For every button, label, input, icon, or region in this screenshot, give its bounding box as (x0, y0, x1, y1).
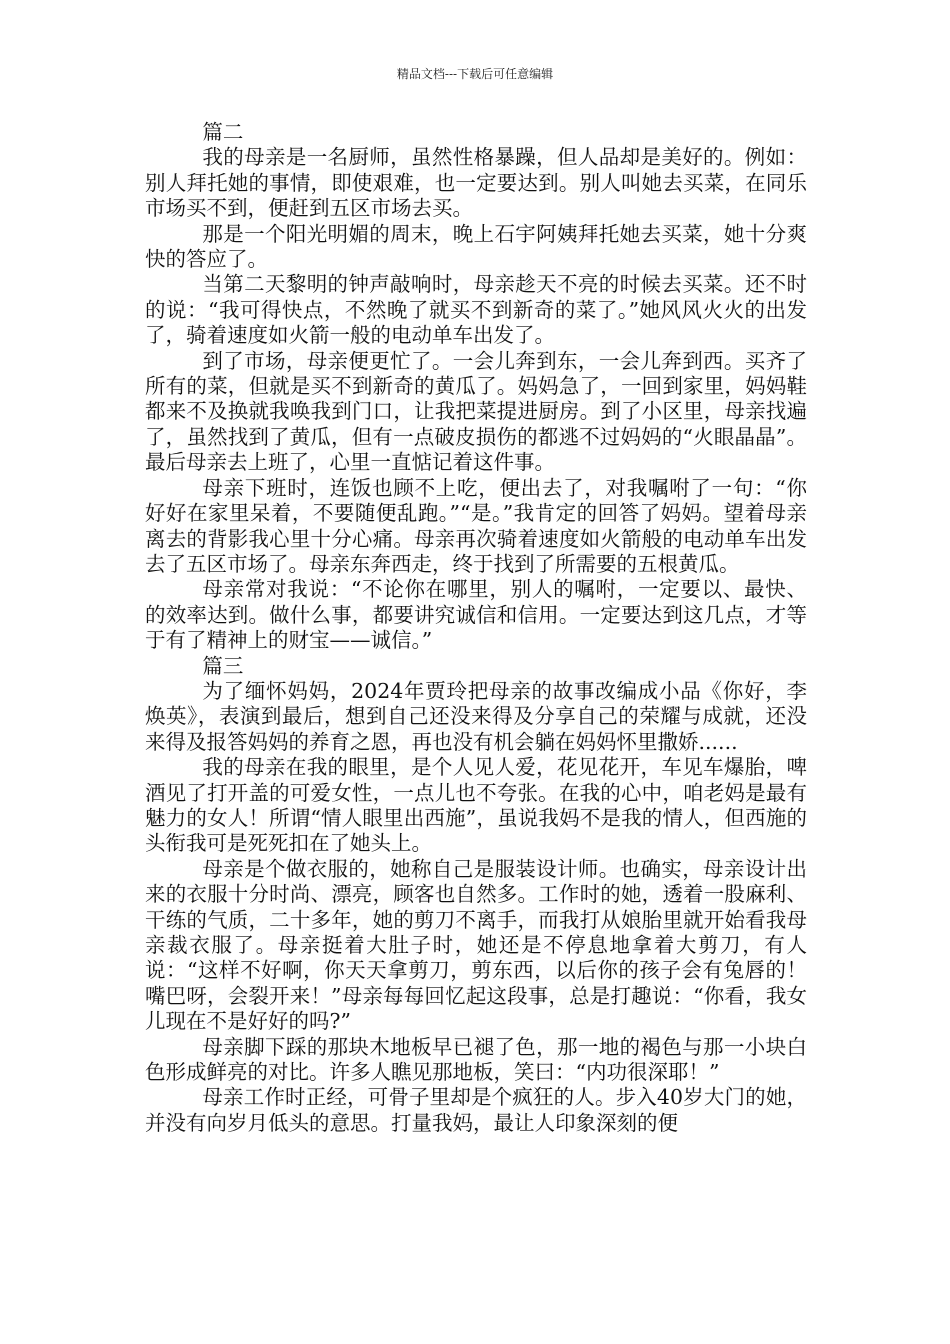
section-heading: 篇二 (202, 120, 244, 144)
paragraph: 我的母亲在我的眼里，是个人见人爱，花见花开，车见车爆胎，啤酒见了打开盖的可爱女性，一点儿也不夸张。在我的心中，咱老妈是最有魅力的女人！所谓“情人眼里出西施”，虽说我妈不是我的情人，但西施的头衔我可是死死扣在了她头上。 (145, 755, 807, 856)
paragraph: 母亲下班时，连饭也顾不上吃，便出去了，对我嘱咐了一句：“你好好在家里呆着，不要随便乱跑。”“是。”我肯定的回答了妈妈。望着母亲离去的背影我心里十分心痛。母亲再次骑着速度如火箭般的电动单车出发去了五区市场了。母亲东奔西走，终于找到了所需要的五根黄瓜。 (145, 475, 807, 576)
paragraph: 母亲工作时正经，可骨子里却是个疯狂的人。步入40岁大门的她，并没有向岁月低头的意思。打量我妈，最让人印象深刻的便 (145, 1085, 807, 1135)
document-body (145, 120, 807, 1136)
paragraph: 母亲脚下踩的那块木地板早已褪了色，那一地的褐色与那一小块白色形成鲜亮的对比。许多人瞧见那地板，笑曰：“内功很深耶！” (145, 1034, 807, 1085)
paragraph: 我的母亲是一名厨师，虽然性格暴躁，但人品却是美好的。例如：别人拜托她的事情，即使艰难，也一定要达到。别人叫她去买菜，在同乐市场买不到，便赶到五区市场去买。 (145, 145, 807, 221)
paragraph: 为了缅怀妈妈，2024年贾玲把母亲的故事改编成小品《你好，李焕英》，表演到最后，想到自己还没来得及分享自己的荣耀与成就，还没来得及报答妈妈的养育之恩，再也没有机会躺在妈妈怀里撒娇...... (145, 678, 807, 754)
paragraph: 母亲常对我说：“不论你在哪里，别人的嘱咐，一定要以、最快、的效率达到。做什么事，都要讲究诚信和信用。一定要达到这几点，才等于有了精神上的财宝——诚信。” (145, 577, 807, 653)
paragraph: 那是一个阳光明媚的周末，晚上石宇阿姨拜托她去买菜，她十分爽快的答应了。 (145, 221, 807, 272)
page-header: 精品文档---下载后可任意编辑 (396, 67, 554, 81)
paragraph: 母亲是个做衣服的，她称自己是服装设计师。也确实，母亲设计出来的衣服十分时尚、漂亮，顾客也自然多。工作时的她，透着一股麻利、干练的气质，二十多年，她的剪刀不离手，而我打从娘胎里就开始看我母亲裁衣服了。母亲挺着大肚子时，她还是不停息地拿着大剪刀，有人说：“这样不好啊，你天天拿剪刀，剪东西，以后你的孩子会有兔唇的！嘴巴呀，会裂开来！”母亲每每回忆起这段事，总是打趣说：“你看，我女儿现在不是好好的吗?” (145, 856, 807, 1034)
paragraph: 到了市场，母亲便更忙了。一会儿奔到东，一会儿奔到西。买齐了所有的菜，但就是买不到新奇的黄瓜了。妈妈急了，一回到家里，妈妈鞋都来不及换就我唤我到门口，让我把菜提进厨房。到了小区里，母亲找遍了，虽然找到了黄瓜，但有一点破皮损伤的都逃不过妈妈的“火眼晶晶”。最后母亲去上班了，心里一直惦记着这件事。 (145, 348, 807, 475)
paragraph: 当第二天黎明的钟声敲响时，母亲趁天不亮的时候去买菜。还不时的说：“我可得快点，不然晚了就买不到新奇的菜了。”她风风火火的出发了，骑着速度如火箭一般的电动单车出发了。 (145, 272, 807, 348)
section-heading: 篇三 (202, 653, 244, 678)
